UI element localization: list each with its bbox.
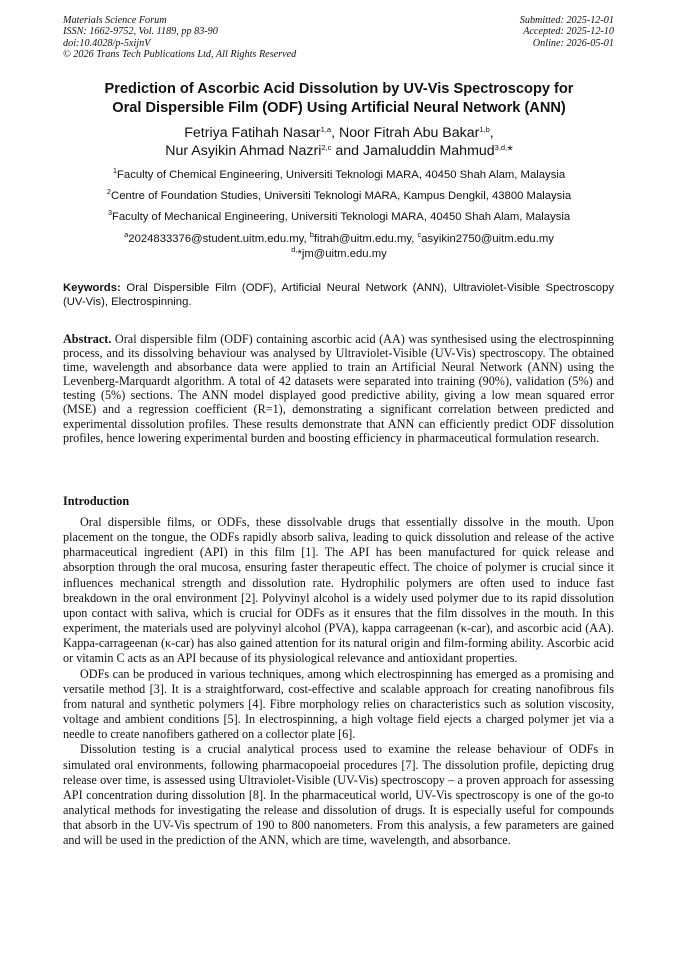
abstract-label: Abstract. xyxy=(63,332,112,346)
affiliation-text: Centre of Foundation Studies, Universiti Teknologi MARA, Kampus Dengkil, 43800 Malaysia xyxy=(111,190,572,202)
issn-line: ISSN: 1662-9752, Vol. 1189, pp 83-90 xyxy=(63,26,218,38)
affiliation-sup: 2 xyxy=(106,187,112,196)
paper-title xyxy=(40,80,638,117)
email-sup: a xyxy=(124,230,129,239)
affiliation-sup: 1 xyxy=(112,166,118,175)
journal-header xyxy=(63,15,296,61)
email-list xyxy=(40,232,638,261)
intro-paragraph: Dissolution testing is a crucial analytical process used to examine the release behaviour of ODFs in simulated oral environments, following pharmacopoeial procedures [7]. The dissolution profile, depicting drug release over time, is assessed using Ultraviolet-Visible (UV-Vis) spectroscopy – a proven approach for assessing API concentration during dissolution [8]. In the pharmaceutical world, UV-Vis spectroscopy is one of the go-to analytical methods for investigating the release and dissolution of drugs. It is especially useful for compounds that absorb in the UV-Vis spectrum of 190 to 800 nanometers. From this analysis, a few parameters are gained and will be used in the prediction of the ANN, which are time, wavelength, and absorbance. xyxy=(63,742,614,848)
author-sup: 1,b xyxy=(479,125,490,134)
doi-line: doi:10.4028/p-5xijnV xyxy=(63,37,151,49)
title-line-1: Prediction of Ascorbic Acid Dissolution by UV-Vis Spectroscopy for xyxy=(104,81,574,97)
affiliation xyxy=(30,208,648,229)
intro-paragraph: ODFs can be produced in various techniques, among which electrospinning has emerged as a promising and versatile method [3]. It is a straightforward, cost-effective and scalable approach for creating nanofibrous fils from natural and synthetic polymers [4]. Fibre morphology relies on characteristics such as solution viscosity, voltage and ambient conditions [5]. In electrospinning, a high voltage field ejects a charged polymer jet via a needle to create nanofibers gathered on a collector plate [6]. xyxy=(63,666,614,742)
dates-header xyxy=(520,15,614,49)
author-sep: , xyxy=(489,125,494,141)
author-sup: 1,a xyxy=(320,125,332,134)
journal-name: Materials Science Forum xyxy=(63,15,167,26)
keywords-block xyxy=(63,282,614,309)
abstract-text: Oral dispersible film (ODF) containing ascorbic acid (AA) was synthesised using the electrospinning process, and its dissolving behaviour was analysed by Ultraviolet-Visible (UV-Vis) spectroscopy. The obtained time, wavelength and absorbance data were applied to train an Artificial Neural Network (ANN) using the Levenberg-Marquardt algorithm. A total of 42 datasets were separated into training (90%), validation (5%) and testing (5%) sections. The ANN model displayed good predictive ability, giving a low mean squared error (MSE) and a regression coefficient (R=1), demonstrating a significant correlation between predicted and experimental dissolution profiles. These results demonstrate that ANN can efficiently predict ODF dissolution profiles, hence lowering experimental burden and boosting efficiency in pharmaceutical formulation research. xyxy=(63,332,614,445)
author-list xyxy=(40,124,638,160)
affiliation-list xyxy=(30,166,648,229)
abstract-block xyxy=(63,332,614,445)
author-name: Noor Fitrah Abu Bakar xyxy=(338,125,480,141)
introduction-heading: Introduction xyxy=(63,494,130,508)
title-line-2: Oral Dispersible Film (ODF) Using Artificial Neural Network (ANN) xyxy=(112,99,566,116)
email-address: 2024833376@student.uitm.edu.my, xyxy=(128,233,310,245)
email-sup: c xyxy=(417,230,422,239)
copyright-line: © 2026 Trans Tech Publications Ltd, All Rights Reserved xyxy=(63,49,297,61)
introduction-body xyxy=(63,515,614,848)
email-sup: b xyxy=(309,230,314,239)
author-sup: 3,d, xyxy=(494,143,508,152)
keywords-text: Oral Dispersible Film (ODF), Artificial Neural Network (ANN), Ultraviolet-Visible Spectroscopy (UV-Vis), Electrospinning. xyxy=(63,282,614,308)
author-name: Fetriya Fatihah Nasar xyxy=(184,125,321,141)
accepted-date: Accepted: 2025-12-10 xyxy=(523,26,614,38)
keywords-label: Keywords: xyxy=(63,282,121,294)
affiliation-text: Faculty of Chemical Engineering, Universiti Teknologi MARA, 40450 Shah Alam, Malaysia xyxy=(117,169,566,181)
affiliation xyxy=(30,187,648,208)
submitted-date: Submitted: 2025-12-01 xyxy=(519,15,614,26)
author-sep: and xyxy=(331,143,363,159)
email-address: *jm@uitm.edu.my xyxy=(297,247,387,260)
affiliation-text: Faculty of Mechanical Engineering, Universiti Teknologi MARA, 40450 Shah Alam, Malaysia xyxy=(111,211,571,223)
affiliation xyxy=(30,166,648,187)
author-sep: , xyxy=(331,125,339,141)
intro-paragraph: Oral dispersible films, or ODFs, these dissolvable drugs that essentially dissolve in the mouth. Upon placement on the tongue, the ODFs rapidly absorb saliva, leading to quick dissolution and release of the active pharmaceutical ingredient (API) in this film [1]. The API has been manufactured for quick release and absorption through the oral mucosa, ensuring faster therapeutic effect. The choice of polymer is crucial since it influences mechanical strength and dissolution rate. Hydrophilic polymers are often used to induce fast breakdown in the oral environment [2]. Polyvinyl alcohol is a widely used polymer due to its rapid dissolution upon contact with saliva, which is crucial for ODFs as it ensures that the film dissolves in the mouth. In this experiment, the materials used are polyvinyl alcohol (PVA), kappa carrageenan (κ-car), and ascorbic acid (AA). Kappa-carrageenan (κ-car) has also gained attention for its natural origin and film-forming ability. Ascorbic acid or vitamin C acts as an API because of its physiological relevance and antioxidant properties. xyxy=(63,515,614,666)
email-sup: d, xyxy=(291,244,298,254)
author-name: Nur Asyikin Ahmad Nazri xyxy=(165,143,322,159)
email-address: fitrah@uitm.edu.my, xyxy=(313,233,418,245)
online-date: Online: 2026-05-01 xyxy=(532,37,614,49)
email-address: asyikin2750@uitm.edu.my xyxy=(421,233,554,245)
affiliation-sup: 3 xyxy=(107,208,112,217)
author-sup: 2,c xyxy=(321,143,332,152)
author-name: Jamaluddin Mahmud xyxy=(362,143,495,159)
author-sep: * xyxy=(507,143,513,159)
